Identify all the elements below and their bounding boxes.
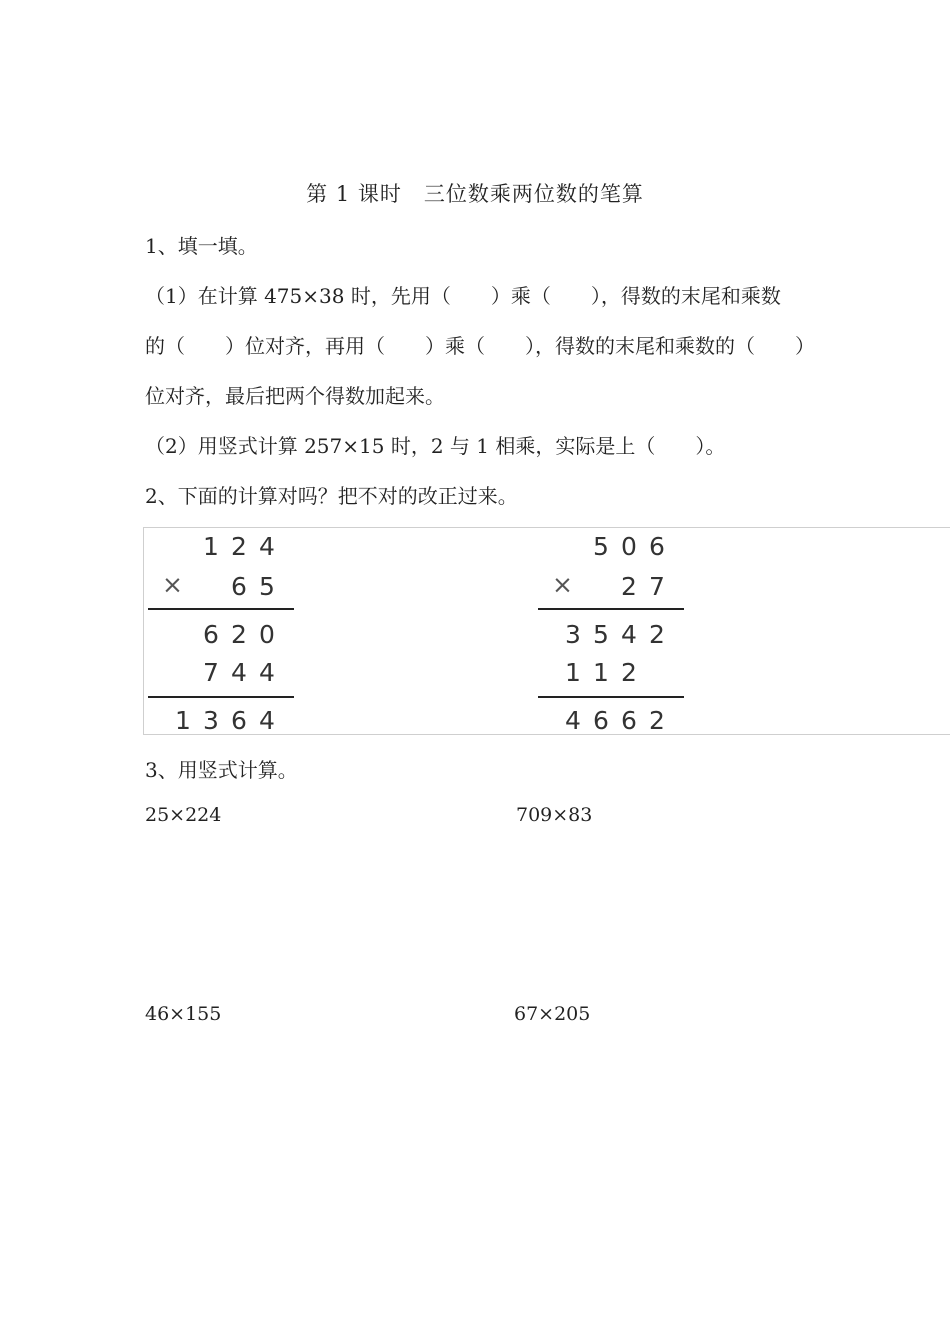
question-1-heading: 1、填一填。 xyxy=(145,234,258,258)
digit: 4 xyxy=(259,658,275,687)
digit: 6 xyxy=(231,572,247,601)
problem-1: 25×224 xyxy=(145,804,222,826)
digit: 6 xyxy=(593,706,609,735)
digit: 1 xyxy=(203,532,219,561)
digit: 1 xyxy=(175,706,191,735)
digit: 5 xyxy=(593,532,609,561)
digit: 7 xyxy=(649,572,665,601)
digit: 6 xyxy=(621,706,637,735)
digit: 6 xyxy=(203,620,219,649)
digit: 2 xyxy=(231,532,247,561)
digit: 4 xyxy=(621,620,637,649)
digit: 1 xyxy=(565,658,581,687)
divider-line xyxy=(148,696,294,698)
digit: 3 xyxy=(565,620,581,649)
digit: 6 xyxy=(649,532,665,561)
calculation-box xyxy=(143,527,950,735)
digit: 2 xyxy=(649,620,665,649)
digit: 2 xyxy=(621,658,637,687)
digit: 0 xyxy=(621,532,637,561)
digit: 1 xyxy=(593,658,609,687)
question-3-heading: 3、用竖式计算。 xyxy=(145,758,298,782)
divider-line xyxy=(538,608,684,610)
question-2-heading: 2、下面的计算对吗？把不对的改正过来。 xyxy=(145,484,518,508)
question-1-part-1-line-2: 的（ ）位对齐，再用（ ）乘（ ），得数的末尾和乘数的（ ） xyxy=(145,334,815,358)
problem-4: 67×205 xyxy=(514,1003,591,1025)
digit: 4 xyxy=(259,532,275,561)
digit: 5 xyxy=(593,620,609,649)
digit: 4 xyxy=(259,706,275,735)
digit: 6 xyxy=(231,706,247,735)
question-1-part-2: （2）用竖式计算 257×15 时，2 与 1 相乘，实际是上（ ）。 xyxy=(145,434,726,458)
problem-2: 709×83 xyxy=(516,804,593,826)
divider-line xyxy=(538,696,684,698)
digit: 5 xyxy=(259,572,275,601)
multiply-sign: × xyxy=(162,570,183,599)
page-title: 第 1 课时 三位数乘两位数的笔算 xyxy=(306,182,644,206)
digit: 0 xyxy=(259,620,275,649)
digit: 2 xyxy=(621,572,637,601)
divider-line xyxy=(148,608,294,610)
digit: 4 xyxy=(231,658,247,687)
problem-3: 46×155 xyxy=(145,1003,222,1025)
digit: 3 xyxy=(203,706,219,735)
digit: 4 xyxy=(565,706,581,735)
digit: 2 xyxy=(231,620,247,649)
question-1-part-1-line-3: 位对齐，最后把两个得数加起来。 xyxy=(145,384,445,408)
digit: 2 xyxy=(649,706,665,735)
question-1-part-1-line-1: （1）在计算 475×38 时，先用（ ）乘（ ），得数的末尾和乘数 xyxy=(145,284,781,308)
digit: 7 xyxy=(203,658,219,687)
multiply-sign: × xyxy=(552,570,573,599)
